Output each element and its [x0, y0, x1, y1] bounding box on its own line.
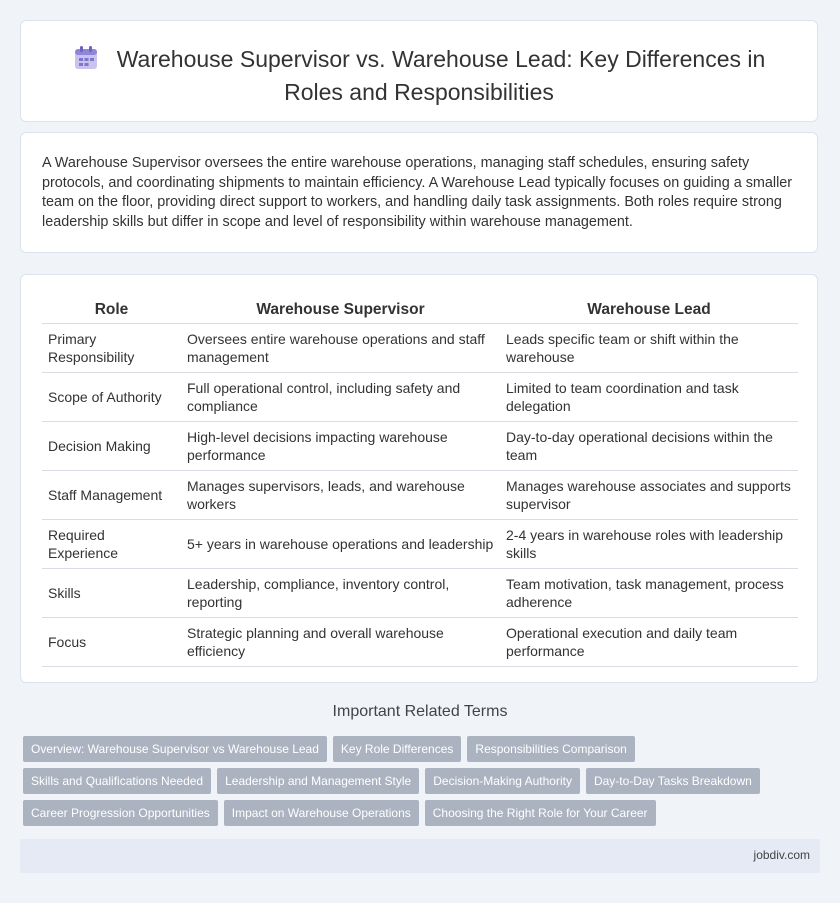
calendar-icon — [73, 45, 99, 78]
related-term-tag[interactable]: Career Progression Opportunities — [23, 800, 218, 826]
row-label: Skills — [42, 568, 181, 617]
comparison-card — [20, 274, 818, 683]
supervisor-cell: Full operational control, including safety and compliance — [181, 372, 500, 421]
table-row — [42, 617, 798, 667]
related-term-tag[interactable]: Choosing the Right Role for Your Career — [425, 800, 656, 826]
title-line-1: Warehouse Supervisor vs. Warehouse Lead: Key Differences in — [116, 46, 766, 72]
related-term-tag[interactable]: Leadership and Management Style — [217, 768, 419, 794]
related-term-tag[interactable]: Responsibilities Comparison — [467, 736, 634, 762]
table-row — [42, 568, 798, 617]
supervisor-cell: Leadership, compliance, inventory control, reporting — [181, 568, 500, 617]
intro-paragraph: A Warehouse Supervisor oversees the entire warehouse operations, managing staff schedules, ensuring safety protocols, and coordinating shipments to maintain efficiency. A Warehouse Lead typically focuses on guiding a smaller team on the floor, providing direct support to workers, and handling daily task assignments. Both roles require strong leadership skills but differ in scope and level of responsibility within warehouse management. — [42, 155, 793, 230]
page-title — [21, 45, 817, 107]
related-term-tag[interactable]: Day-to-Day Tasks Breakdown — [586, 768, 760, 794]
title-card — [20, 20, 818, 122]
row-label: Scope of Authority — [42, 372, 181, 421]
table-row — [42, 421, 798, 470]
row-label: Focus — [42, 617, 181, 667]
related-terms-title: Important Related Terms — [332, 703, 508, 720]
supervisor-cell: Strategic planning and overall warehouse efficiency — [181, 617, 500, 667]
supervisor-cell: High-level decisions impacting warehouse performance — [181, 421, 500, 470]
related-term-tag[interactable]: Decision-Making Authority — [425, 768, 580, 794]
intro-card — [20, 132, 818, 253]
related-term-tag[interactable]: Skills and Qualifications Needed — [23, 768, 211, 794]
lead-cell: Manages warehouse associates and supports supervisor — [500, 470, 798, 519]
lead-cell: Team motivation, task management, process adherence — [500, 568, 798, 617]
comparison-table — [42, 295, 798, 667]
row-label: Primary Responsibility — [42, 323, 181, 372]
lead-cell: Operational execution and daily team performance — [500, 617, 798, 667]
related-term-tag[interactable]: Impact on Warehouse Operations — [224, 800, 419, 826]
footer-site-link[interactable]: jobdiv.com — [753, 848, 810, 862]
table-row — [42, 323, 798, 372]
row-label: Decision Making — [42, 421, 181, 470]
lead-cell: Leads specific team or shift within the warehouse — [500, 323, 798, 372]
table-row — [42, 470, 798, 519]
footer-bar — [20, 839, 820, 873]
related-terms-tags — [23, 736, 813, 832]
lead-cell: Day-to-day operational decisions within the team — [500, 421, 798, 470]
related-term-tag[interactable]: Overview: Warehouse Supervisor vs Warehouse Lead — [23, 736, 327, 762]
related-term-tag[interactable]: Key Role Differences — [333, 736, 462, 762]
table-row — [42, 519, 798, 568]
table-header-row — [42, 295, 798, 323]
header-role: Role — [94, 301, 129, 318]
row-label: Required Experience — [42, 519, 181, 568]
lead-cell: 2-4 years in warehouse roles with leadership skills — [500, 519, 798, 568]
header-warehouse-supervisor: Warehouse Supervisor — [256, 301, 425, 318]
lead-cell: Limited to team coordination and task delegation — [500, 372, 798, 421]
supervisor-cell: 5+ years in warehouse operations and leadership — [181, 519, 500, 568]
title-line-2: Roles and Responsibilities — [284, 79, 554, 105]
header-warehouse-lead: Warehouse Lead — [587, 301, 711, 318]
supervisor-cell: Manages supervisors, leads, and warehouse workers — [181, 470, 500, 519]
table-row — [42, 372, 798, 421]
row-label: Staff Management — [42, 470, 181, 519]
supervisor-cell: Oversees entire warehouse operations and staff management — [181, 323, 500, 372]
